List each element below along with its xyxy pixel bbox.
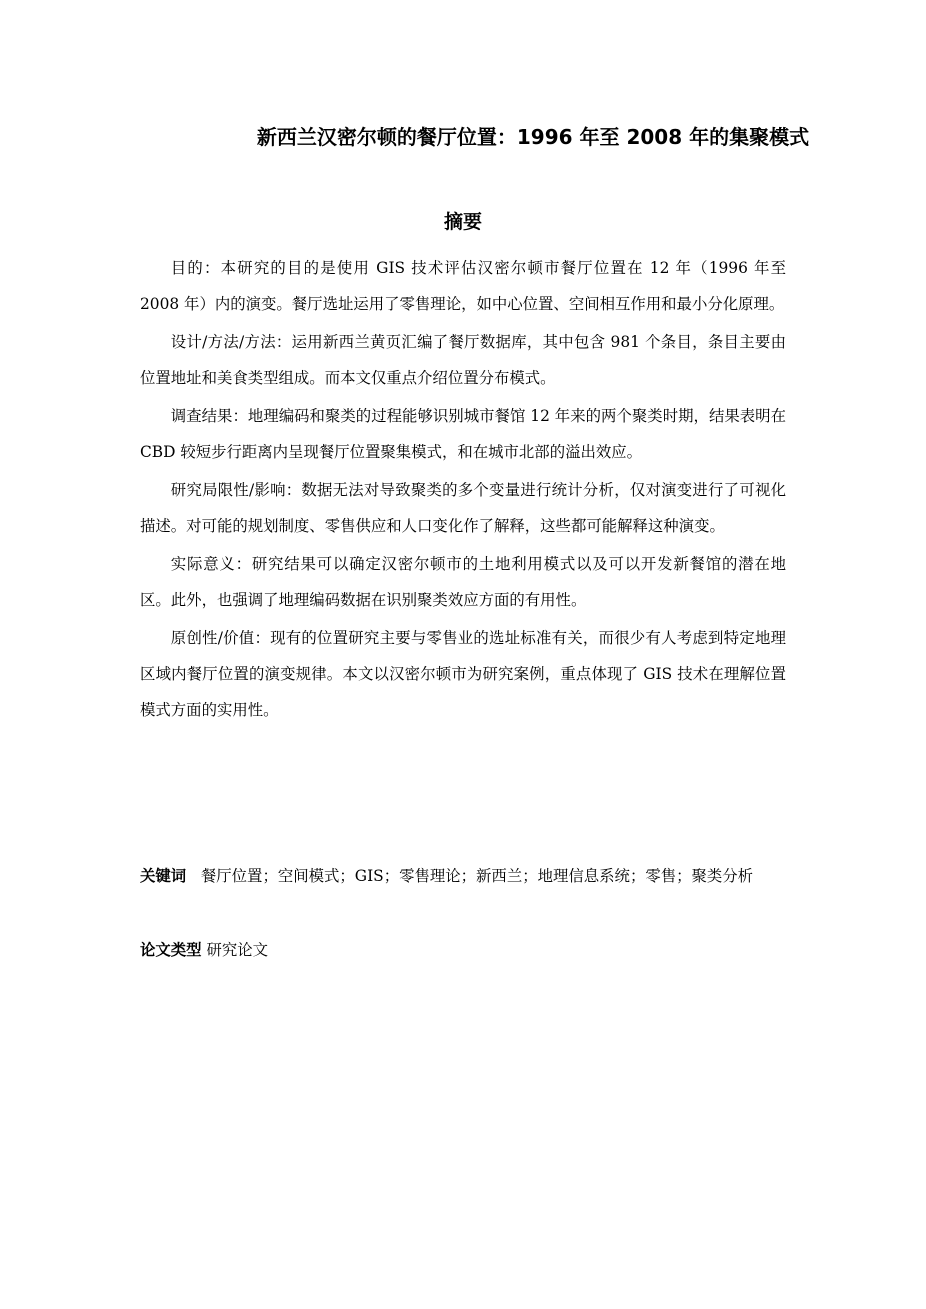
abstract-purpose: 目的：本研究的目的是使用 GIS 技术评估汉密尔顿市餐厅位置在 12 年（1996 年至 2008 年）内的演变。餐厅选址运用了零售理论，如中心位置、空间相互作用和最小分化原理。 bbox=[140, 259, 786, 313]
paper-type bbox=[140, 938, 786, 962]
paper-type-label: 论文类型 bbox=[140, 941, 202, 959]
keywords bbox=[140, 864, 786, 888]
paper-title: 新西兰汉密尔顿的餐厅位置：1996 年至 2008 年的集聚模式 bbox=[256, 125, 810, 149]
abstract-heading: 摘要 bbox=[443, 211, 482, 233]
abstract-originality: 原创性/价值：现有的位置研究主要与零售业的选址标准有关，而很少有人考虑到特定地理区域内餐厅位置的演变规律。本文以汉密尔顿市为研究案例，重点体现了 GIS 技术在理解位置模式方面的实用性。 bbox=[140, 629, 786, 719]
abstract-findings: 调查结果：地理编码和聚类的过程能够识别城市餐馆 12 年来的两个聚类时期，结果表明在 CBD 较短步行距离内呈现餐厅位置聚集模式，和在城市北部的溢出效应。 bbox=[140, 407, 786, 461]
abstract-design: 设计/方法/方法：运用新西兰黄页汇编了餐厅数据库，其中包含 981 个条目，条目主要由位置地址和美食类型组成。而本文仅重点介绍位置分布模式。 bbox=[140, 333, 786, 387]
abstract-body bbox=[140, 250, 786, 730]
abstract-limitations: 研究局限性/影响：数据无法对导致聚类的多个变量进行统计分析，仅对演变进行了可视化描述。对可能的规划制度、零售供应和人口变化作了解释，这些都可能解释这种演变。 bbox=[140, 481, 786, 535]
abstract-implications: 实际意义：研究结果可以确定汉密尔顿市的土地利用模式以及可以开发新餐馆的潜在地区。此外，也强调了地理编码数据在识别聚类效应方面的有用性。 bbox=[140, 555, 786, 609]
keywords-text: 餐厅位置；空间模式；GIS；零售理论；新西兰；地理信息系统；零售；聚类分析 bbox=[200, 867, 754, 885]
keywords-label: 关键词 bbox=[140, 867, 187, 885]
paper-type-text: 研究论文 bbox=[206, 941, 269, 959]
